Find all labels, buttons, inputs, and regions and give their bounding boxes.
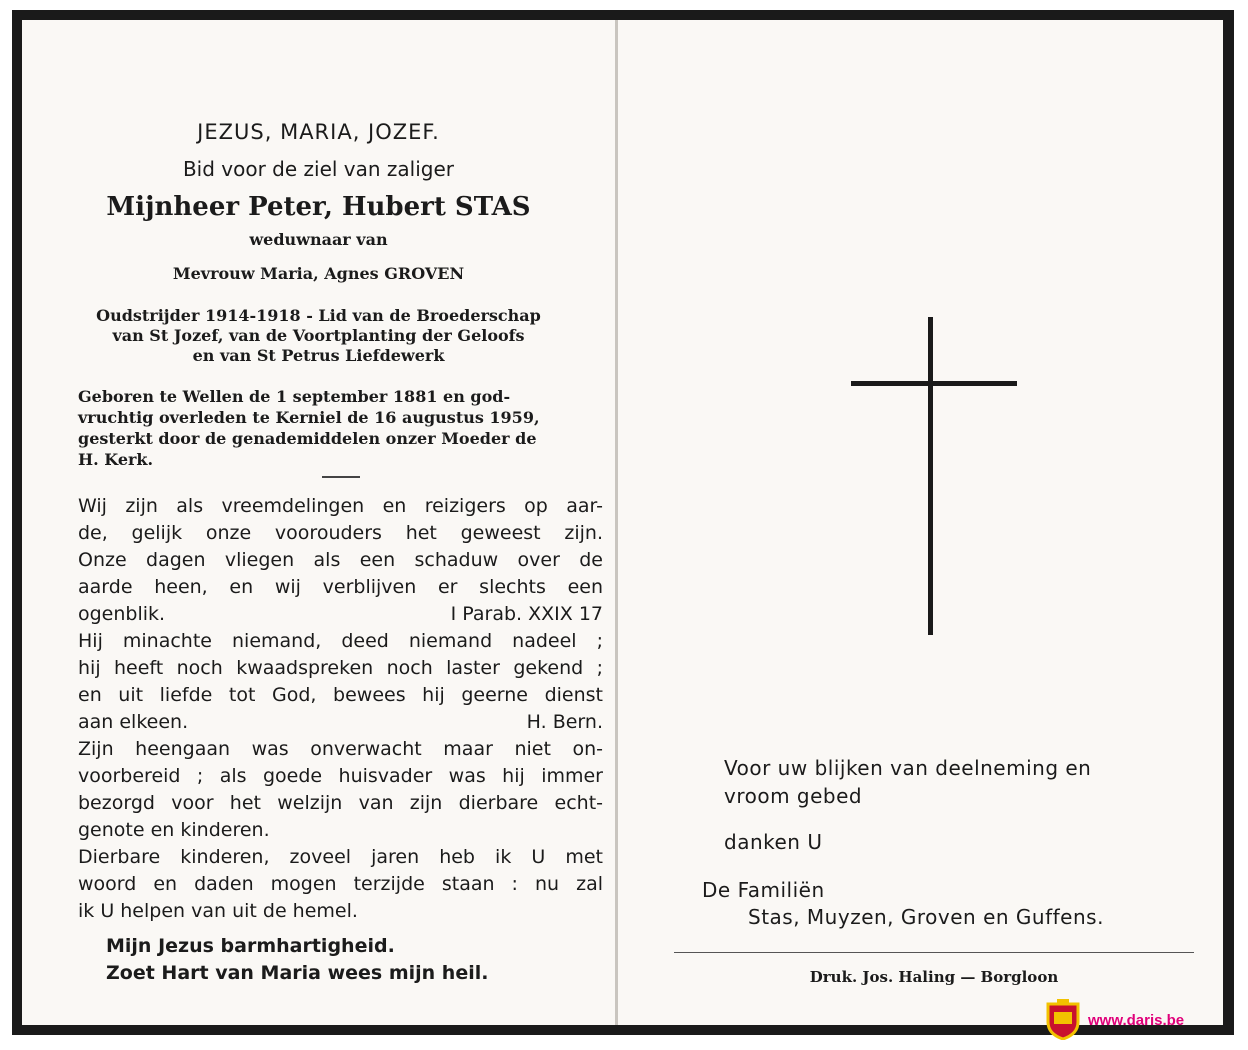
text-line: bezorgd voor het welzijn van zijn dierbare echt- xyxy=(78,792,603,814)
wife-name: Mevrouw Maria, Agnes GROVEN xyxy=(172,264,465,283)
memorial-card xyxy=(12,10,1234,1035)
closing-prayer: Zoet Hart van Maria wees mijn heil. xyxy=(106,962,489,984)
text-line: Onze dagen vliegen als een schaduw over de xyxy=(78,549,603,571)
family-names: Stas, Muyzen, Groven en Guffens. xyxy=(748,905,1104,929)
text-line: Dierbare kinderen, zoveel jaren heb ik U met xyxy=(78,846,603,868)
scripture-reference: I Parab. XXIX 17 xyxy=(450,603,603,625)
watermark: www.daris.be xyxy=(1088,1012,1185,1029)
printer-line: Druk. Jos. Haling — Borgloon xyxy=(809,968,1059,986)
text-line: woord en daden mogen terzijde staan : nu zal xyxy=(78,873,603,895)
text-line: Zijn heengaan was onverwacht maar niet on- xyxy=(78,738,603,760)
separator xyxy=(322,476,360,478)
divider xyxy=(674,952,1194,953)
quote-reference: H. Bern. xyxy=(526,711,603,733)
text-line: Hij minachte niemand, deed niemand nadeel ; xyxy=(78,630,603,652)
birth-line: Geboren te Wellen de 1 september 1881 en god- xyxy=(78,387,511,406)
membership-line: en van St Petrus Liefdewerk xyxy=(192,346,445,365)
bid-line: Bid voor de ziel van zaliger xyxy=(182,157,455,181)
right-panel xyxy=(618,20,1223,1025)
thanks-line: Voor uw blijken van deelneming en xyxy=(724,756,1092,780)
widower-line: weduwnaar van xyxy=(249,230,388,249)
closing-prayer: Mijn Jezus barmhartigheid. xyxy=(106,935,395,957)
text-line: aarde heen, en wij verblijven er slechts een xyxy=(78,576,603,598)
text-line: hij heeft noch kwaadspreken noch laster gekend ; xyxy=(78,657,603,679)
text-line: genote en kinderen. xyxy=(78,819,270,841)
left-panel xyxy=(22,20,615,1025)
membership-line: van St Jozef, van de Voortplanting der Geloofs xyxy=(112,326,525,345)
birth-line: gesterkt door de genademiddelen onzer Moeder de xyxy=(78,429,537,448)
header-prayer: JEZUS, MARIA, JOZEF. xyxy=(197,120,440,144)
birth-line: H. Kerk. xyxy=(78,450,154,469)
deceased-name: Mijnheer Peter, Hubert STAS xyxy=(106,192,531,222)
text-line: Wij zijn als vreemdelingen en reizigers op aar- xyxy=(78,495,603,517)
birth-line: vruchtig overleden te Kerniel de 16 augustus 1959, xyxy=(78,408,540,427)
thanks-line: vroom gebed xyxy=(724,784,863,808)
cross-icon-bar xyxy=(851,381,1017,386)
text-line: ogenblik. xyxy=(78,603,166,625)
text-line: voorbereid ; als goede huisvader was hij immer xyxy=(78,765,603,787)
text-line-with-ref xyxy=(78,709,603,736)
text-line-with-ref xyxy=(78,601,603,628)
text-line: en uit liefde tot God, bewees hij geerne dienst xyxy=(78,684,603,706)
thanks-line: danken U xyxy=(724,830,823,854)
text-line: de, gelijk onze voorouders het geweest zijn. xyxy=(78,522,603,544)
coat-of-arms-icon xyxy=(1044,998,1082,1040)
text-line: ik U helpen van uit de hemel. xyxy=(78,900,358,922)
cross-icon xyxy=(928,317,933,635)
family-label: De Familiën xyxy=(702,878,825,902)
membership-line: Oudstrijder 1914-1918 - Lid van de Broederschap xyxy=(96,306,541,325)
text-line: aan elkeen. xyxy=(78,711,189,733)
